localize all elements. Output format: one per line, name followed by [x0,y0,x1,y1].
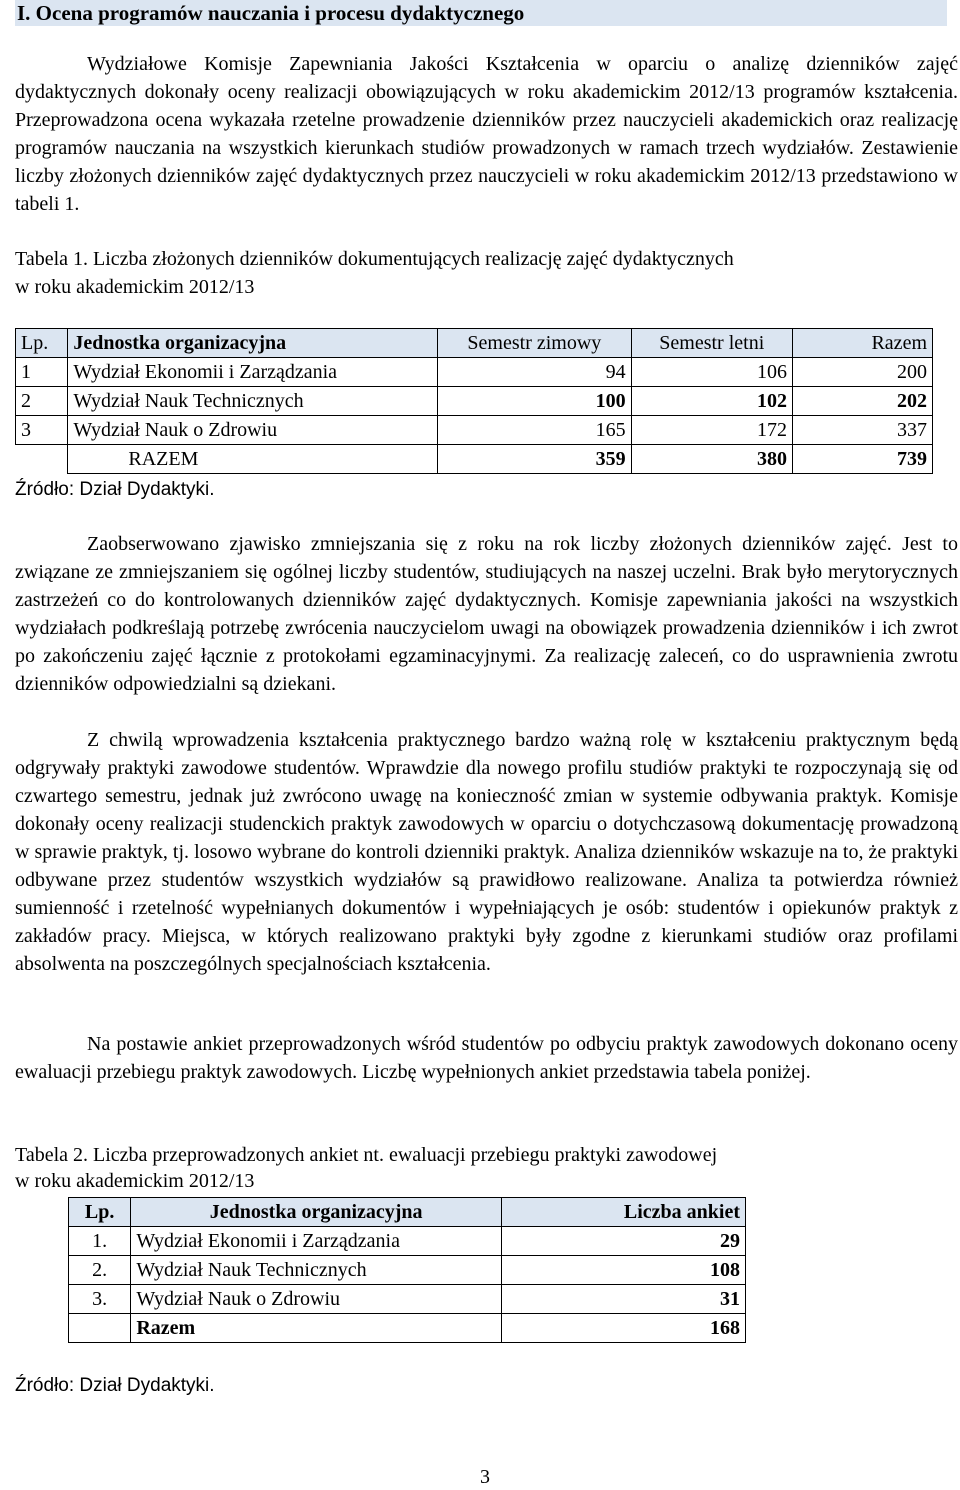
table1-cell-summer: 106 [631,358,792,387]
table2-caption-line1: Tabela 2. Liczba przeprowadzonych ankiet nt. ewaluacji przebiegu praktyki zawodowej [15,1144,718,1166]
paragraph-4: Na postawie ankiet przeprowadzonych wśród studentów po odbyciu praktyk zawodowych dokonano oceny ewaluacji przebiegu praktyk zawodowych. Liczbę wypełnionych ankiet przedstawia tabela poniżej. [15,1033,958,1083]
table2-cell-count: 31 [502,1285,746,1314]
table1-total-label: RAZEM [68,445,438,474]
table1-cell-total: 200 [792,358,932,387]
table2-total-row [69,1314,746,1343]
table1-cell-total: 337 [792,416,932,445]
table1-caption-line2: w roku akademickim 2012/13 [15,276,255,298]
table2-cell-unit: Wydział Nauk Technicznych [131,1256,502,1285]
table1-cell-winter: 165 [438,416,631,445]
table1-cell-lp: 3 [16,416,68,445]
table2-header-row [69,1198,746,1227]
table2-cell-lp: 2. [69,1256,131,1285]
table-row [69,1285,746,1314]
table2-cell-count: 29 [502,1227,746,1256]
table1-cell-winter: 100 [438,387,631,416]
table-row [69,1256,746,1285]
table2-cell-unit: Wydział Ekonomii i Zarządzania [131,1227,502,1256]
table1-source: Źródło: Dział Dydaktyki. [15,479,215,500]
paragraph-3: Z chwilą wprowadzenia kształcenia praktycznego bardzo ważną rolę w kształceniu praktycznym będą odgrywały praktyki zawodowe studentów. Wprawdzie dla nowego profilu studiów praktyki te rozpoczynają się od czwartego semestru, jednak już zwrócono uwagę na konieczność zmian w systemie odbywania praktyk. Komisje dokonały oceny realizacji studenckich praktyk zawodowych w oparciu o dotychczasową dokumentację prowadzoną w sprawie praktyk, tj. losowo wybrane do kontroli dzienniki praktyk. Analiza dzienników wskazuje na to, że praktyki odbywane przez studentów wszystkich wydziałów są prawidłowo realizowane. Analiza ta potwierdza również sumienność i rzetelność wypełnianych dokumentów i wypełniających je osób: studentów i opiekunów praktyk z zakładów pracy. Miejsca, w których realizowano praktyki były zgodne z kierunkami studiów oraz profilami absolwenta na poszczególnych specjalnościach kształcenia. [15,729,958,975]
table2-header-unit: Jednostka organizacyjna [131,1198,502,1227]
table1-header-row [16,329,933,358]
table2-cell-lp: 3. [69,1285,131,1314]
table-row [69,1227,746,1256]
table-2 [68,1197,746,1343]
section-title: I. Ocena programów nauczania i procesu dydaktycznego [15,0,947,26]
table1-cell-lp: 2 [16,387,68,416]
table-1 [15,328,933,474]
table1-total-winter: 359 [438,445,631,474]
paragraph-2: Zaobserwowano zjawisko zmniejszania się z roku na rok liczby złożonych dzienników zajęć. Jest to związane ze zmniejszaniem się ogólnej liczby studentów, studiujących na naszej uczelni. Brak było merytorycznych zastrzeżeń co do kontrolowanych dzienników zajęć dydaktycznych. Komisje zapewniania jakości na wszystkich wydziałach podkreślają potrzebę zwrócenia nauczycielom uwagi na obowiązek prowadzenia dzienników i ich zwrot po zakończeniu zajęć łącznie z protokołami egzaminacyjnymi. Za realizację zaleceń, co do usprawnienia zwrotu dzienników odpowiedzialni są dziekani. [15,533,958,695]
table1-total-row [16,445,933,474]
table1-header-unit: Jednostka organizacyjna [68,329,438,358]
table2-cell-count: 108 [502,1256,746,1285]
table1-cell-summer: 172 [631,416,792,445]
table-row [16,358,933,387]
table1-header-lp: Lp. [16,329,68,358]
table2-total-lp [69,1314,131,1343]
table2-cell-lp: 1. [69,1227,131,1256]
table2-header-count: Liczba ankiet [502,1198,746,1227]
table1-header-summer: Semestr letni [631,329,792,358]
table2-total-label: Razem [131,1314,502,1343]
table1-cell-unit: Wydział Nauk o Zdrowiu [68,416,438,445]
table1-header-total: Razem [792,329,932,358]
table1-cell-summer: 102 [631,387,792,416]
table1-total-sum: 739 [792,445,932,474]
table-row [16,387,933,416]
table-row [16,416,933,445]
table2-caption-line2: w roku akademickim 2012/13 [15,1170,255,1192]
table1-cell-winter: 94 [438,358,631,387]
paragraph-1: Wydziałowe Komisje Zapewniania Jakości Kształcenia w oparciu o analizę dzienników zajęć dydaktycznych dokonały oceny realizacji obowiązujących w roku akademickim 2012/13 programów kształcenia. Przeprowadzona ocena wykazała rzetelne prowadzenie dzienników przez nauczycieli akademickich oraz realizację programów nauczania na wszystkich kierunkach studiów prowadzonych w ramach trzech wydziałów. Zestawienie liczby złożonych dzienników zajęć dydaktycznych przez nauczycieli w roku akademickim 2012/13 przedstawiono w tabeli 1. [15,53,958,215]
table1-cell-unit: Wydział Ekonomii i Zarządzania [68,358,438,387]
table2-cell-unit: Wydział Nauk o Zdrowiu [131,1285,502,1314]
table2-source: Źródło: Dział Dydaktyki. [15,1375,215,1396]
table2-header-lp: Lp. [69,1198,131,1227]
table1-cell-total: 202 [792,387,932,416]
page-number: 3 [480,1466,490,1488]
table1-total-lp [16,445,68,474]
table1-cell-unit: Wydział Nauk Technicznych [68,387,438,416]
table1-header-winter: Semestr zimowy [438,329,631,358]
table1-cell-lp: 1 [16,358,68,387]
table1-caption-line1: Tabela 1. Liczba złożonych dzienników dokumentujących realizację zajęć dydaktycznych [15,248,734,270]
table2-total-count: 168 [502,1314,746,1343]
table1-total-summer: 380 [631,445,792,474]
